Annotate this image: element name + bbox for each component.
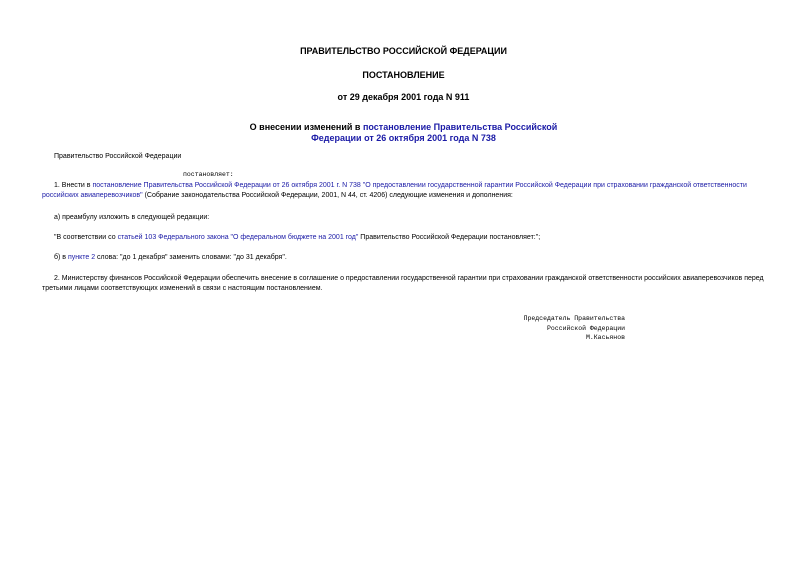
paragraph-sub-a: а) преамбулу изложить в следующей редакции: <box>54 214 210 221</box>
government-heading: ПРАВИТЕЛЬСТВО РОССИЙСКОЙ ФЕДЕРАЦИИ <box>300 46 507 56</box>
signature-block <box>470 314 625 343</box>
issuer-line: Правительство Российской Федерации <box>54 153 182 160</box>
paragraph-quote <box>54 233 540 243</box>
paragraph-item-1 <box>42 181 769 201</box>
sub-b-suffix: слова: "до 1 декабря" заменить словами: "до 31 декабря". <box>95 254 287 261</box>
document-date-number: от 29 декабря 2001 года N 911 <box>337 92 470 102</box>
quote-prefix: "В соответствии со <box>54 234 118 241</box>
document-type: ПОСТАНОВЛЕНИЕ <box>362 70 445 80</box>
document-title <box>0 122 807 144</box>
sub-b-clause-link[interactable]: пункте 2 <box>67 254 96 261</box>
item1-title-link[interactable]: "О предоставлении государственной гарантии Российской Федерации при страховании гражданской ответственности российских авиаперевозчиков" <box>42 182 747 199</box>
title-prefix: О внесении изменений в <box>249 122 363 132</box>
signature-country: Российской Федерации <box>546 324 625 332</box>
item1-prefix: 1. Внести в <box>54 182 93 189</box>
signature-name: М.Касьянов <box>585 334 625 341</box>
quote-law-link[interactable]: статьей 103 Федерального закона "О федеральном бюджете на 2001 год" <box>117 234 359 241</box>
sub-b-prefix: б) в <box>54 254 68 261</box>
title-link-part2[interactable]: Федерации от 26 октября 2001 года N 738 <box>311 133 496 143</box>
signature-position: Председатель Правительства <box>523 315 625 322</box>
quote-suffix: Правительство Российской Федерации постановляет:"; <box>358 234 541 241</box>
item1-resolution-link[interactable]: постановление Правительства Российской Федерации от 26 октября 2001 г. N 738 <box>92 182 361 189</box>
ruling-word: постановляет: <box>183 171 234 178</box>
paragraph-sub-b <box>54 253 287 263</box>
item1-suffix: (Собрание законодательства Российской Федерации, 2001, N 44, ст. 4206) следующие изменения и дополнения: <box>142 192 513 199</box>
paragraph-item-2: 2. Министерству финансов Российской Федерации обеспечить внесение в соглашение о предоставлении государственной гарантии при страховании гражданской ответственности российских авиаперевозчиков перед третьими лицами соответствующих изменений в связи с настоящим постановлением. <box>42 275 764 292</box>
title-link-part1[interactable]: постановление Правительства Российской <box>362 122 558 132</box>
